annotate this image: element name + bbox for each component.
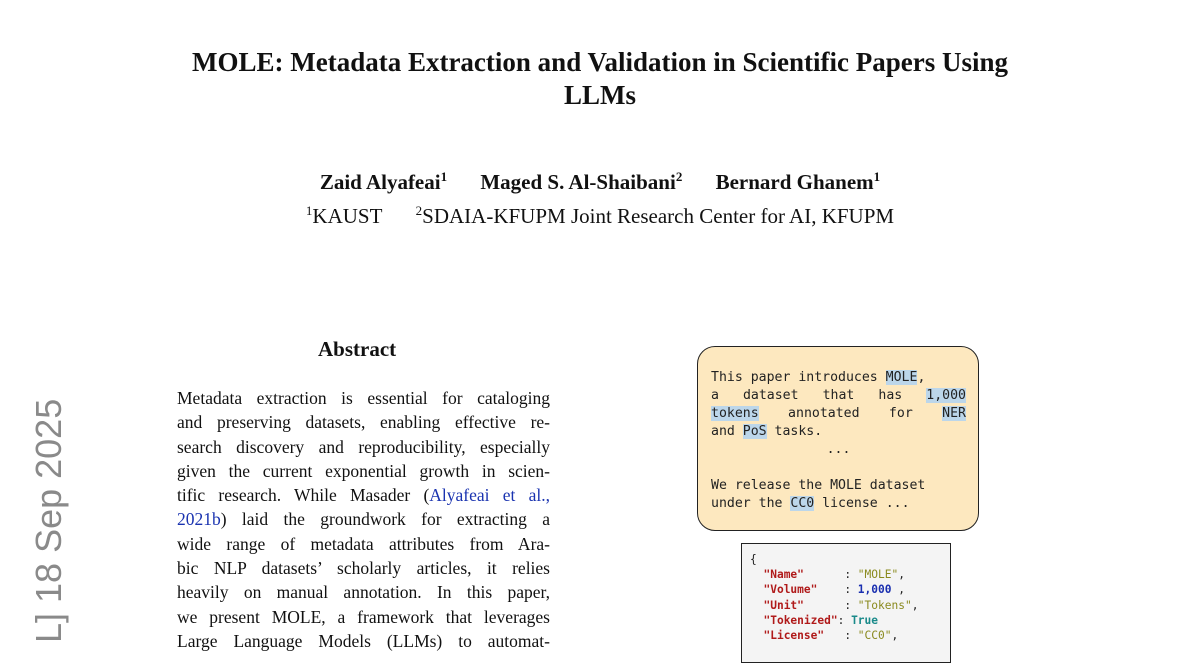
affiliation-1	[306, 204, 383, 228]
author-affiliation-mark: 1	[440, 169, 448, 184]
excerpt-blank-line	[711, 459, 966, 477]
author-name: Zaid Alyafeai	[319, 170, 441, 194]
excerpt-line: and PoS tasks.	[711, 424, 823, 439]
json-row-unit: "Unit" : "Tokens",	[763, 598, 919, 612]
highlight-name: MOLE	[885, 370, 918, 385]
highlight-volume: 1,000	[926, 388, 966, 403]
highlight-task-pos: PoS	[742, 424, 767, 439]
abstract-line: Large Language Models (LLMs) to automat-	[177, 630, 550, 651]
author-2	[480, 170, 682, 194]
json-open-brace: {	[750, 553, 757, 566]
abstract-text-fragment: tific research. While Masader (	[177, 485, 430, 506]
affiliation-name: SDAIA-KFUPM Joint Research Center for AI, KFUPM	[422, 204, 895, 228]
json-row-volume: "Volume" : 1,000 ,	[763, 583, 905, 597]
paper-title	[0, 46, 1200, 112]
excerpt-line: under the CC0 license ...	[711, 496, 910, 511]
author-1	[320, 170, 447, 194]
abstract-line: heavily on manual annotation. In this paper,	[177, 582, 550, 603]
paper-excerpt-bubble	[697, 346, 979, 531]
highlight-task-ner: NER	[942, 406, 966, 421]
excerpt-line: This paper introduces MOLE,	[711, 370, 926, 385]
abstract-line: bic NLP datasets’ scholarly articles, it relies	[177, 558, 550, 579]
json-row-tokenized: "Tokenized": True	[763, 613, 879, 627]
author-affiliation-mark: 2	[675, 169, 683, 184]
abstract-line: Metadata extraction is essential for cataloging	[177, 388, 550, 408]
affiliation-list	[0, 203, 1200, 229]
abstract-text	[177, 386, 550, 653]
paper-title-line-1: MOLE: Metadata Extraction and Validation in Scientific Papers Using	[191, 47, 1009, 77]
excerpt-line: We release the MOLE dataset	[711, 478, 926, 493]
metadata-json-box	[741, 543, 951, 663]
abstract-heading: Abstract	[318, 337, 397, 361]
author-name: Bernard Ghanem	[715, 170, 874, 194]
author-list	[0, 169, 1200, 195]
arxiv-sidebar-stamp: L] 18 Sep 2025	[28, 398, 69, 643]
excerpt-line: tokens annotated for NER	[711, 406, 966, 421]
highlight-license: CC0	[790, 496, 815, 511]
citation-link-alyafeai[interactable]: Alyafeai et al.,	[429, 485, 550, 506]
affiliation-mark: 1	[305, 203, 313, 218]
affiliation-name: KAUST	[312, 204, 383, 228]
highlight-unit: tokens	[711, 406, 759, 421]
excerpt-line: a dataset that has 1,000	[711, 388, 966, 403]
author-affiliation-mark: 1	[873, 169, 881, 184]
paper-title-line-2: LLMs	[563, 80, 636, 110]
abstract-line: given the current exponential growth in scien-	[177, 460, 550, 481]
affiliation-mark: 2	[415, 203, 423, 218]
abstract-line: wide range of metadata attributes from Ara-	[177, 533, 550, 554]
abstract-line	[177, 483, 550, 507]
abstract-line: we present MOLE, a framework that leverages	[177, 606, 550, 627]
json-row-license: "License" : "CC0",	[763, 629, 899, 643]
abstract-text-fragment: ) laid the groundwork for extracting a	[220, 509, 550, 530]
excerpt-ellipsis: ...	[826, 442, 851, 457]
affiliation-2	[416, 204, 894, 228]
author-3	[716, 170, 881, 194]
abstract-line	[177, 507, 550, 531]
abstract-line: search discovery and reproducibility, especially	[177, 436, 550, 457]
json-row-name: "Name" : "MOLE",	[763, 568, 905, 582]
abstract-line: and preserving datasets, enabling effective re-	[177, 412, 550, 433]
author-name: Maged S. Al-Shaibani	[480, 170, 676, 194]
citation-link-year[interactable]: 2021b	[177, 509, 221, 530]
